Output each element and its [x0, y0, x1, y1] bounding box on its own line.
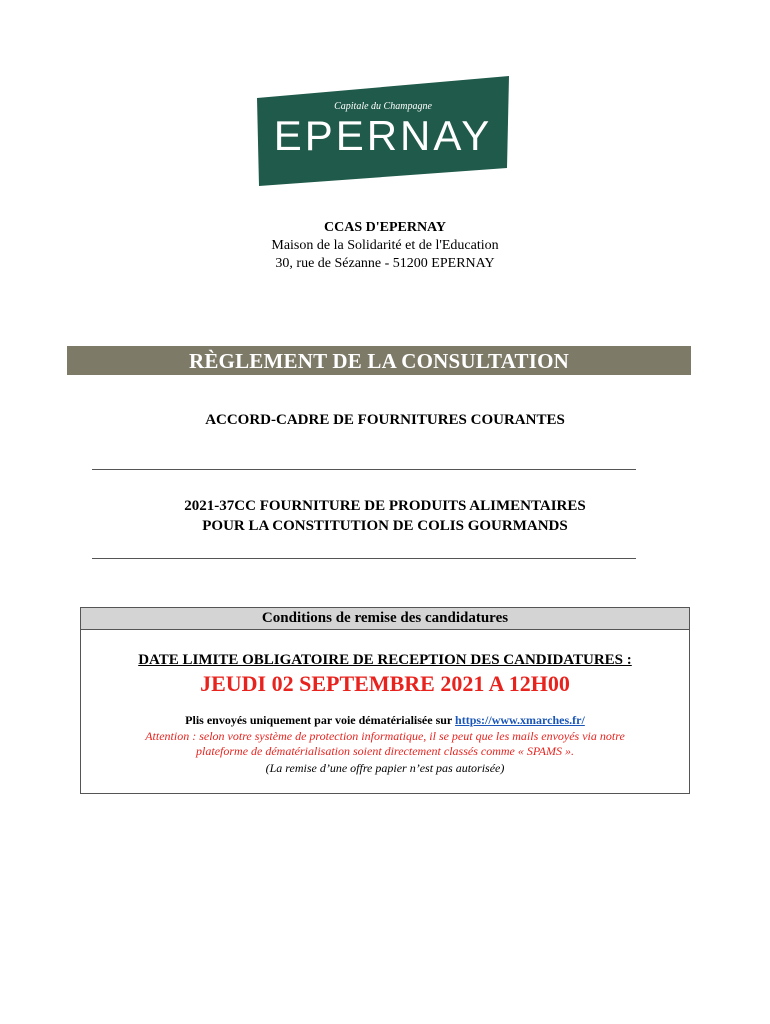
organization-name: CCAS D'EPERNAY	[323, 220, 446, 235]
spam-warning	[91, 729, 679, 759]
project-title	[0, 496, 770, 536]
organization-address-line1: Maison de la Solidarité et de l'Education	[271, 238, 499, 253]
divider-bottom	[92, 558, 636, 559]
logo-wordmark: EPERNAY	[273, 112, 493, 159]
document-title-band	[67, 346, 691, 375]
deadline-value: JEUDI 02 SEPTEMBRE 2021 A 12H00	[200, 671, 570, 696]
organization-address-line2: 30, rue de Sézanne - 51200 EPERNAY	[275, 256, 495, 271]
document-subtitle: ACCORD-CADRE DE FOURNITURES COURANTES	[205, 412, 565, 428]
divider-top	[92, 469, 636, 470]
conditions-box	[80, 607, 690, 794]
deadline-label-text: DATE LIMITE OBLIGATOIRE DE RECEPTION DES CANDIDATURES :	[138, 652, 632, 668]
document-title: RÈGLEMENT DE LA CONSULTATION	[188, 349, 569, 373]
spam-warning-line2: plateforme de dématérialisation soient directement classés comme « SPAMS ».	[196, 744, 574, 758]
deadline-label	[81, 652, 689, 669]
organization-block	[0, 219, 770, 273]
conditions-heading: Conditions de remise des candidatures	[81, 608, 689, 630]
logo-tagline: Capitale du Champagne	[334, 101, 432, 112]
submission-instructions	[81, 713, 689, 728]
submission-text: Plis envoyés uniquement par voie dématérialisée sur	[185, 713, 456, 727]
epernay-logo	[257, 76, 509, 186]
xmarches-link[interactable]: https://www.xmarches.fr/	[455, 713, 585, 727]
project-title-line2: POUR LA CONSTITUTION DE COLIS GOURMANDS	[202, 518, 568, 534]
project-title-line1: 2021-37CC FOURNITURE DE PRODUITS ALIMENTAIRES	[184, 498, 586, 514]
spam-warning-line1: Attention : selon votre système de protection informatique, il se peut que les mails envoyés via notre	[145, 729, 625, 743]
paper-note: (La remise d’une offre papier n’est pas autorisée)	[265, 761, 505, 775]
